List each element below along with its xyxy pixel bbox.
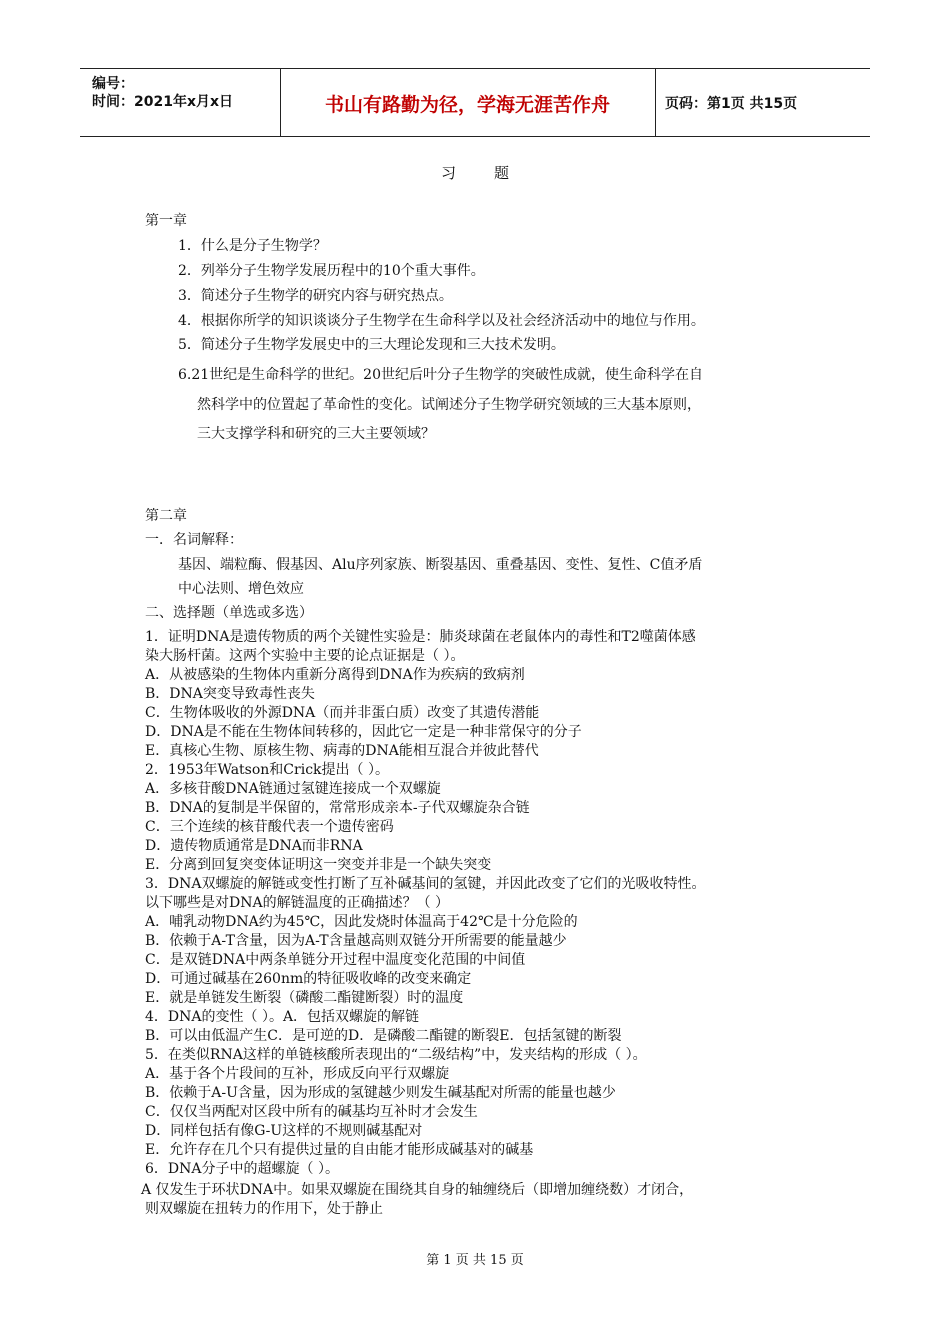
option-line: E．分离到回复突变体证明这一突变并非是一个缺失突变 <box>145 857 492 873</box>
header-page-number: 页码：第1页 共15页 <box>665 96 798 112</box>
option-line: A．基于各个片段间的互补，形成反向平行双螺旋 <box>145 1066 450 1082</box>
question-line: 2．1953年Watson和Crick提出（ ）。 <box>145 762 389 778</box>
terms-line: 中心法则、增色效应 <box>178 581 304 597</box>
option-line: B．DNA突变导致毒性丧失 <box>145 686 315 702</box>
page-footer: 第 1 页 共 15 页 <box>426 1253 524 1268</box>
section-heading: 二、选择题（单选或多选） <box>145 605 313 621</box>
header-divider <box>655 69 656 136</box>
option-line: E．允许存在几个只有提供过量的自由能才能形成碱基对的碱基 <box>145 1142 534 1158</box>
question-line: 三大支撑学科和研究的三大主要领域？ <box>197 426 435 442</box>
option-line: B．可以由低温产生C．是可逆的D．是磷酸二酯键的断裂E．包括氢键的断裂 <box>145 1028 622 1044</box>
question-line: 5．简述分子生物学发展史中的三大理论发现和三大技术发明。 <box>178 337 565 353</box>
page-header <box>80 68 870 137</box>
question-line: 4．DNA的变性（ ）。A．包括双螺旋的解链 <box>145 1009 420 1025</box>
document-title: 习题 <box>440 164 547 182</box>
option-line: D．同样包括有像G-U这样的不规则碱基配对 <box>145 1123 423 1139</box>
question-line: 3．简述分子生物学的研究内容与研究热点。 <box>178 288 453 304</box>
option-line: A．从被感染的生物体内重新分离得到DNA作为疾病的致病剂 <box>145 667 525 683</box>
option-line: 则双螺旋在扭转力的作用下，处于静止 <box>145 1201 383 1217</box>
option-line: C．三个连续的核苷酸代表一个遗传密码 <box>145 819 394 835</box>
header-motto: 书山有路勤为径，学海无涯苦作舟 <box>324 94 610 116</box>
option-line: E．就是单链发生断裂（磷酸二酯键断裂）时的温度 <box>145 990 464 1006</box>
question-line: 以下哪些是对DNA的解链温度的正确描述？（ ） <box>145 895 450 911</box>
question-line: 3．DNA双螺旋的解链或变性打断了互补碱基间的氢键，并因此改变了它们的光吸收特性。 <box>145 876 706 892</box>
question-line: 染大肠杆菌。这两个实验中主要的论点证据是（ ）。 <box>145 648 465 664</box>
option-line: A．多核苷酸DNA链通过氢键连接成一个双螺旋 <box>145 781 441 797</box>
option-line: E．真核心生物、原核生物、病毒的DNA能相互混合并彼此替代 <box>145 743 539 759</box>
chapter-heading: 第二章 <box>145 508 187 524</box>
option-line: C．仅仅当两配对区段中所有的碱基均互补时才会发生 <box>145 1104 478 1120</box>
option-line: D．遗传物质通常是DNA而非RNA <box>145 838 363 854</box>
question-line: 2．列举分子生物学发展历程中的10个重大事件。 <box>178 263 485 279</box>
option-line: C．生物体吸收的外源DNA（而并非蛋白质）改变了其遗传潜能 <box>145 705 540 721</box>
option-line: A 仅发生于环状DNA中。如果双螺旋在围绕其自身的轴缠绕后（即增加缠绕数）才闭合， <box>141 1182 694 1198</box>
option-line: D．可通过碱基在260nm的特征吸收峰的改变来确定 <box>145 971 472 987</box>
question-line: 4．根据你所学的知识谈谈分子生物学在生命科学以及社会经济活动中的地位与作用。 <box>178 313 705 329</box>
option-line: C．是双链DNA中两条单链分开过程中温度变化范围的中间值 <box>145 952 526 968</box>
option-line: B．依赖于A-T含量，因为A-T含量越高则双链分开所需要的能量越少 <box>145 933 567 949</box>
question-line: 1．什么是分子生物学？ <box>178 238 327 254</box>
chapter-heading: 第一章 <box>145 213 187 229</box>
question-line: 6.21世纪是生命科学的世纪。20世纪后叶分子生物学的突破性成就，使生命科学在自 <box>178 367 703 383</box>
question-line: 6．DNA分子中的超螺旋（ ）。 <box>145 1161 339 1177</box>
header-left <box>92 75 233 111</box>
option-line: B．依赖于A-U含量，因为形成的氢键越少则发生碱基配对所需的能量也越少 <box>145 1085 616 1101</box>
section-heading: 一．名词解释： <box>145 532 243 548</box>
option-line: A．哺乳动物DNA约为45℃，因此发烧时体温高于42℃是十分危险的 <box>145 914 578 930</box>
option-line: B．DNA的复制是半保留的，常常形成亲本-子代双螺旋杂合链 <box>145 800 530 816</box>
terms-line: 基因、端粒酶、假基因、Alu序列家族、断裂基因、重叠基因、变性、复性、C值矛盾 <box>178 557 703 573</box>
header-time: 时间：2021年x月x日 <box>92 94 234 110</box>
question-line: 1．证明DNA是遗传物质的两个关键性实验是：肺炎球菌在老鼠体内的毒性和T2噬菌体感 <box>145 629 696 645</box>
option-line: D．DNA是不能在生物体间转移的，因此它一定是一种非常保守的分子 <box>145 724 582 740</box>
question-line: 然科学中的位置起了革命性的变化。试阐述分子生物学研究领域的三大基本原则， <box>197 397 701 413</box>
question-line: 5．在类似RNA这样的单链核酸所表现出的“二级结构”中，发夹结构的形成（ ）。 <box>145 1047 647 1063</box>
header-code: 编号： <box>92 76 134 92</box>
